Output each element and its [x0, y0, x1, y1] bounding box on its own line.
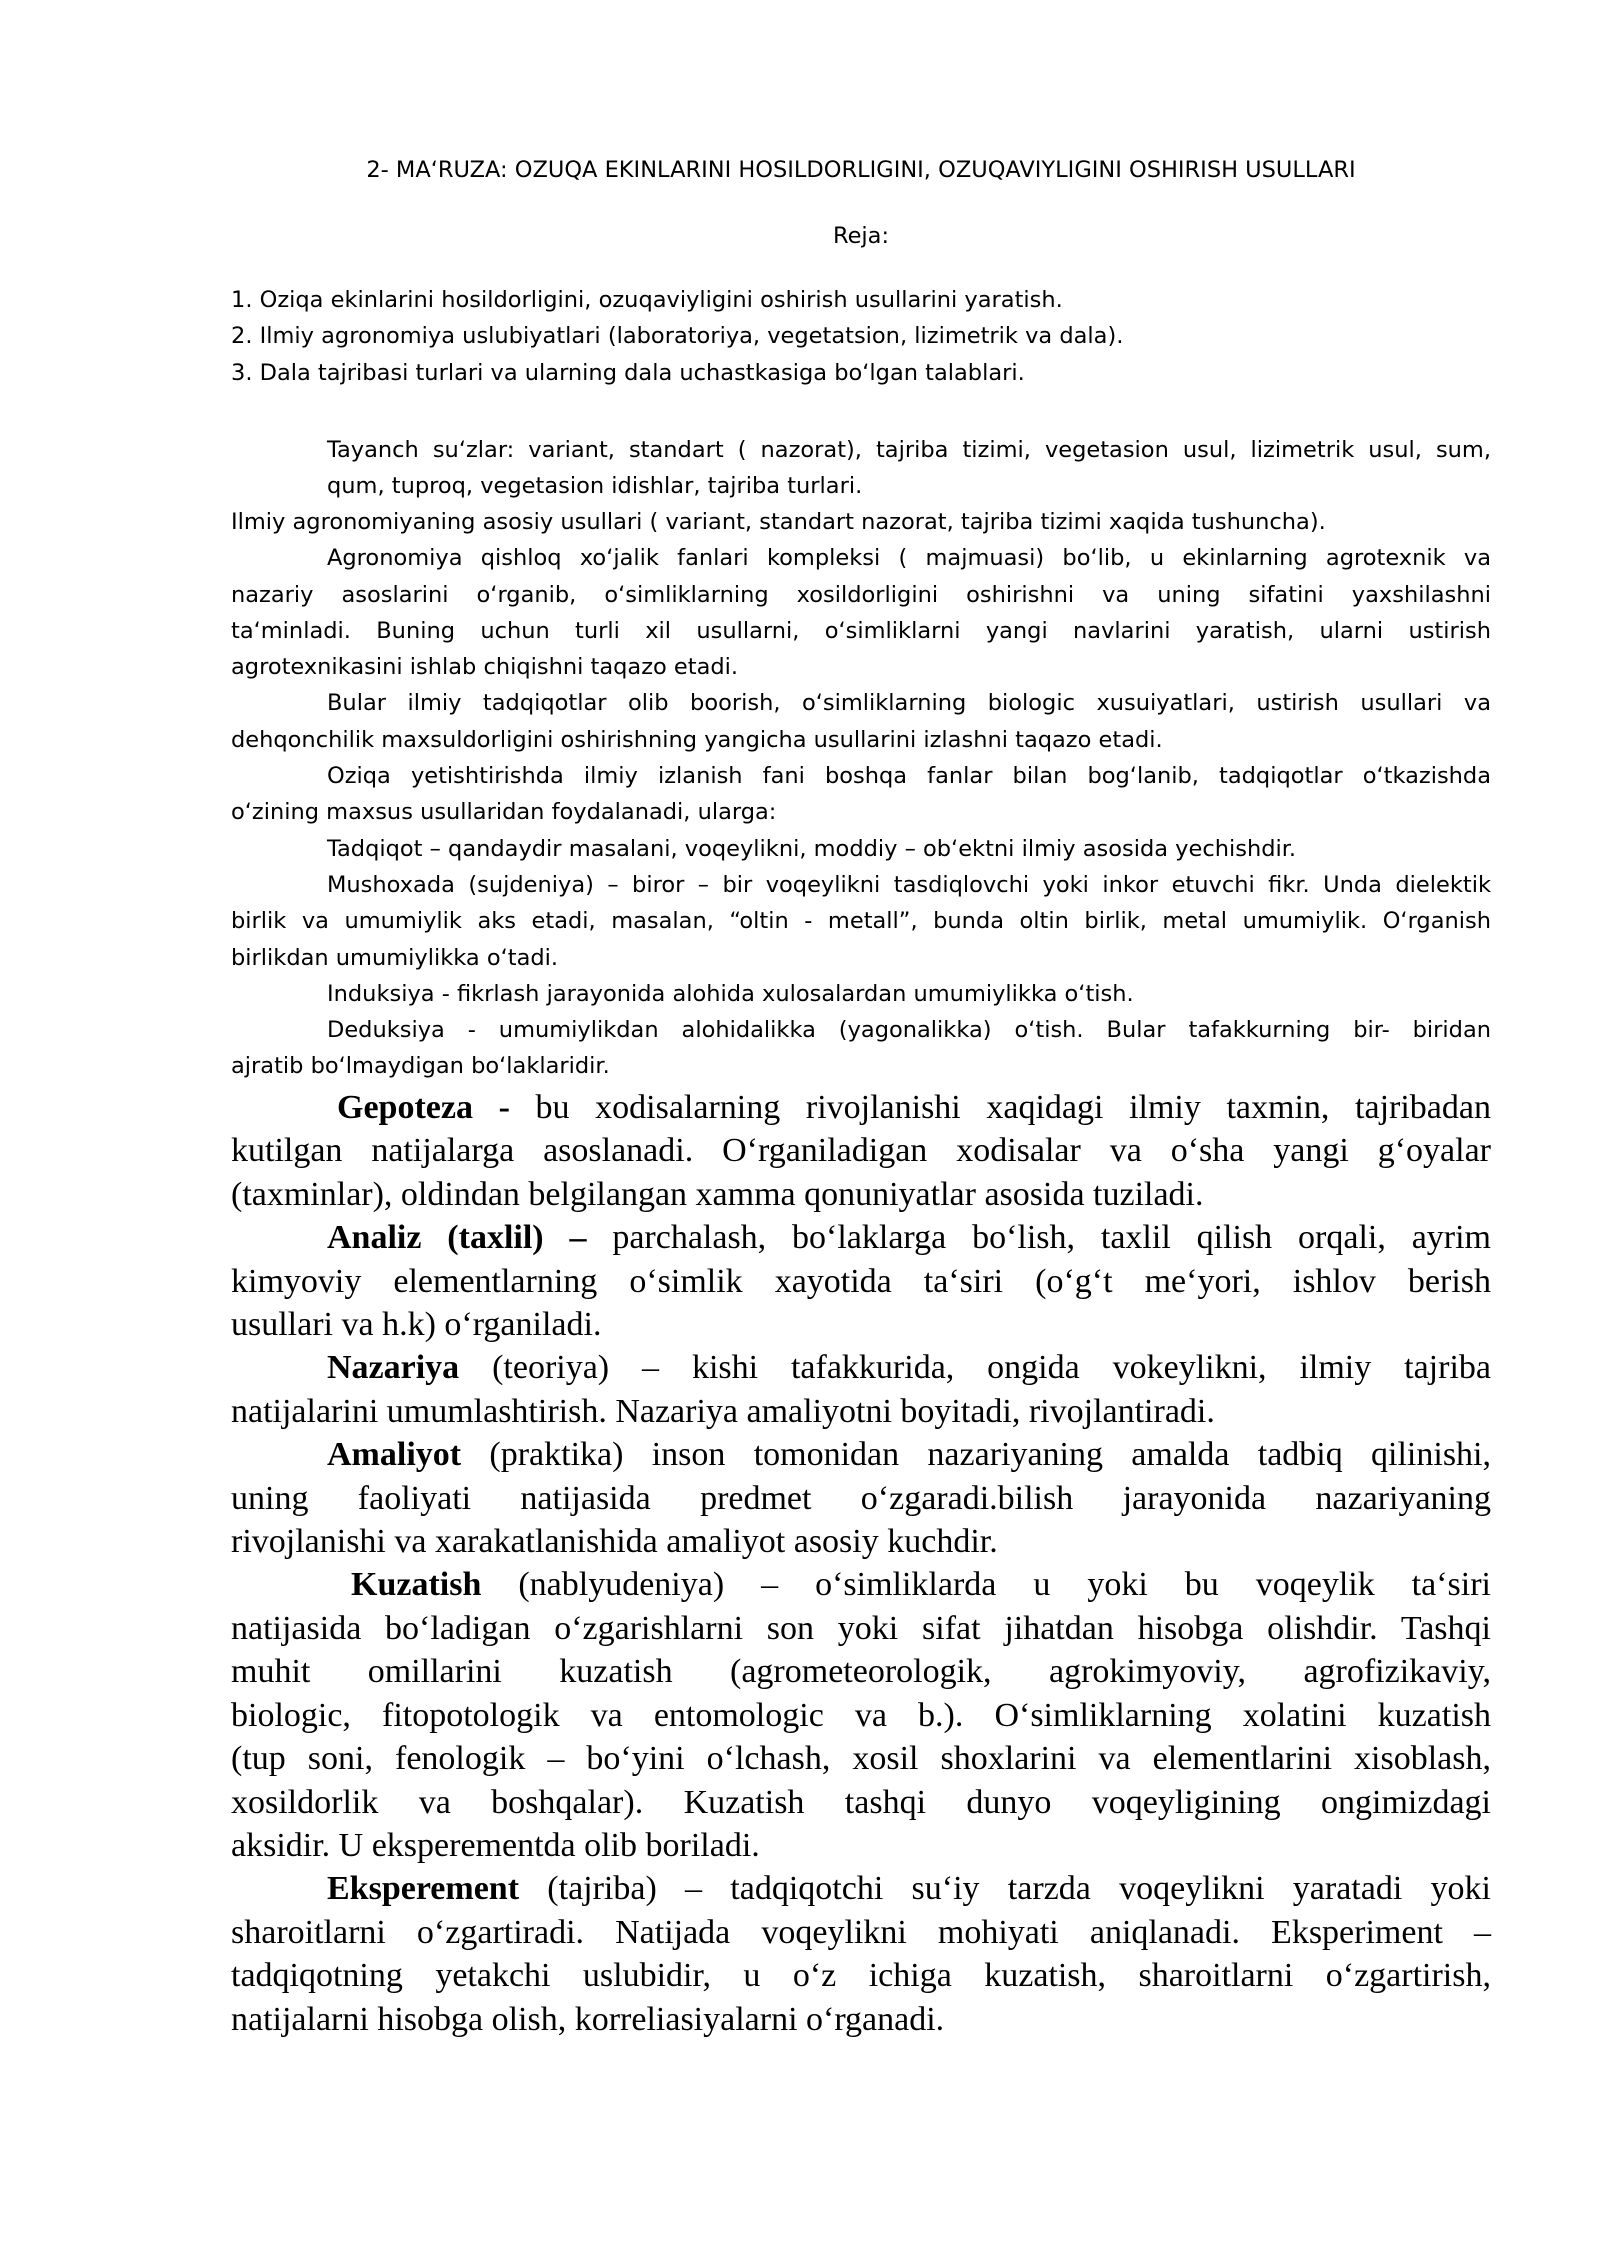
text: (teoriya) – kishi tafakkurida, ongida vokeylikni, ilmiy tajriba — [459, 1349, 1491, 1387]
text-line: Bular ilmiy tadqiqotlar olib boorish, o‘simliklarning biologic xusuiyatlari, ustirish usullari va — [327, 690, 1491, 717]
text-line: Deduksiya - umumiylikdan alohidalikka (yagonalikka) o‘tish. Bular tafakkurning bir- biridan — [327, 1017, 1491, 1044]
paragraph-line — [231, 1433, 1491, 1476]
paragraph-line: muhit omillarini kuzatish (agrometeorologik, agrokimyoviy, agrofizikaviy, — [231, 1653, 1491, 1691]
paragraph-line: aksidir. U eksperementda olib boriladi. — [231, 1826, 760, 1864]
paragraph-nazariya — [231, 1346, 1491, 1433]
text-line: dehqonchilik maxsuldorligini oshirishning yangicha usullarini izlashni taqazo etadi. — [231, 726, 1163, 753]
keywords — [327, 432, 1491, 505]
text-line: birlikdan umumiylikka o‘tadi. — [231, 944, 559, 971]
term: Kuzatish — [351, 1566, 482, 1604]
paragraph-line: biologic, fitopotologik va entomologic va b.). O‘simliklarning xolatini kuzatish — [231, 1696, 1491, 1734]
paragraph-line: natijalarni hisobga olish, korreliasiyalarni o‘rganadi. — [231, 2000, 945, 2038]
text-line: Mushoxada (sujdeniya) – biror – bir voqeylikni tasdiqlovchi yoki inkor etuvchi fikr. Unda dielektik — [327, 871, 1491, 898]
plan-heading: Reja: — [832, 223, 890, 249]
paragraph-line: usullari va h.k) o‘rganiladi. — [231, 1306, 602, 1344]
paragraph-line: rivojlanishi va xarakatlanishida amaliyot asosiy kuchdir. — [231, 1523, 998, 1561]
paragraph-line — [231, 1216, 1491, 1259]
paragraph-amaliyot — [231, 1433, 1491, 1563]
page-title: 2- MA‘RUZA: OZUQA EKINLARINI HOSILDORLIGINI, OZUQAVIYLIGINI OSHIRISH USULLARI — [366, 157, 1356, 183]
paragraph-line: (tup soni, fenologik – bo‘yini o‘lchash, xosil shoxlarini va elementlarini xisoblash, — [231, 1740, 1491, 1778]
paragraph-kuzatish — [231, 1563, 1491, 1867]
paragraph-line: xosildorlik va boshqalar). Kuzatish tashqi dunyo voqeyligining ongimizdagi — [231, 1783, 1491, 1821]
text-line: Tadqiqot – qandaydir masalani, voqeylikni, moddiy – ob‘ektni ilmiy asosida yechishdir. — [327, 835, 1297, 862]
paragraph-line — [231, 1867, 1491, 1910]
keywords-line: Tayanch su‘zlar: variant, standart ( nazorat), tajriba tizimi, vegetasion usul, lizimetrik usul, sum, — [327, 437, 1491, 463]
text-line: ta‘minladi. Buning uchun turli xil usullarni, o‘simliklarni yangi navlarini yaratish, ularni ustirish — [231, 617, 1491, 644]
term: Analiz (taxlil) – — [327, 1219, 587, 1257]
paragraph-line — [231, 1346, 1491, 1389]
term: Gepoteza - — [337, 1089, 510, 1126]
paragraph-line: tadqiqotning yetakchi uslubidir, u o‘z ichiga kuzatish, sharoitlarni o‘zgartirish, — [231, 1957, 1491, 1995]
definitions — [231, 1086, 1491, 2041]
paragraph-analiz — [231, 1216, 1491, 1346]
paragraph-line: (taxminlar), oldindan belgilangan xamma qonuniyatlar asosida tuziladi. — [231, 1175, 1204, 1213]
text-line: nazariy asoslarini o‘rganib, o‘simliklarning xosildorligini oshirishni va uning sifatini yaxshilashni — [231, 581, 1491, 608]
text-line: o‘zining maxsus usullaridan foydalanadi, ularga: — [231, 799, 777, 826]
plan-item: 2. Ilmiy agronomiya uslubiyatlari (laboratoriya, vegetatsion, lizimetrik va dala). — [231, 323, 1124, 350]
paragraph-eksperement — [231, 1867, 1491, 2041]
paragraph-gepoteza — [231, 1086, 1491, 1216]
paragraph-line — [231, 1086, 1491, 1129]
intro-text — [231, 504, 1491, 1085]
paragraph-line: uning faoliyati natijasida predmet o‘zgaradi.bilish jarayonida nazariyaning — [231, 1479, 1491, 1517]
keywords-line: qum, tuproq, vegetasion idishlar, tajriba turlari. — [327, 473, 863, 500]
text-line: birlik va umumiylik aks etadi, masalan, “oltin - metall”, bunda oltin birlik, metal umumiylik. O‘rganish — [231, 908, 1491, 935]
text-line: Agronomiya qishloq xo‘jalik fanlari kompleksi ( majmuasi) bo‘lib, u ekinlarning agrotexnik va — [327, 545, 1491, 572]
term: Nazariya — [327, 1349, 460, 1387]
term: Eksperement — [327, 1870, 520, 1908]
paragraph-line: natijalarini umumlashtirish. Nazariya amaliyotni boyitadi, rivojlantiradi. — [231, 1392, 1215, 1430]
plan-item: 3. Dala tajribasi turlari va ularning dala uchastkasiga bo‘lgan talablari. — [231, 359, 1025, 386]
text: parchalash, bo‘laklarga bo‘lish, taxlil qilish orqali, ayrim — [586, 1219, 1491, 1257]
text-line: Oziqa yetishtirishda ilmiy izlanish fani boshqa fanlar bilan bog‘lanib, tadqiqotlar o‘tkazishda — [327, 763, 1491, 790]
paragraph-line: sharoitlarni o‘zgartiradi. Natijada voqeylikni mohiyati aniqlanadi. Eksperiment – — [231, 1913, 1491, 1951]
paragraph-line — [231, 1563, 1491, 1606]
text-line: Ilmiy agronomiyaning asosiy usullari ( variant, standart nazorat, tajriba tizimi xaqida tushuncha). — [231, 509, 1326, 535]
text: bu xodisalarning rivojlanishi xaqidagi ilmiy taxmin, tajribadan — [509, 1089, 1491, 1126]
paragraph-line: kimyoviy elementlarning o‘simlik xayotida ta‘siri (o‘g‘t me‘yori, ishlov berish — [231, 1262, 1491, 1300]
plan-item: 1. Oziqa ekinlarini hosildorligini, ozuqaviyligini oshirish usullarini yaratish. — [231, 287, 1063, 313]
term: Amaliyot — [327, 1436, 462, 1474]
paragraph-line: kutilgan natijalarga asoslanadi. O‘rganiladigan xodisalar va o‘sha yangi g‘oyalar — [231, 1132, 1491, 1170]
plan-list — [231, 282, 1123, 391]
text-line: agrotexnikasini ishlab chiqishni taqazo etadi. — [231, 654, 739, 681]
text-line: Induksiya - fikrlash jarayonida alohida xulosalardan umumiylikka o‘tish. — [327, 980, 1134, 1007]
text: (praktika) inson tomonidan nazariyaning amalda tadbiq qilinishi, — [461, 1436, 1491, 1474]
text: (nablyudeniya) – o‘simliklarda u yoki bu voqeylik ta‘siri — [481, 1566, 1491, 1604]
text-line: ajratib bo‘lmaydigan bo‘laklaridir. — [231, 1053, 610, 1080]
paragraph-line: natijasida bo‘ladigan o‘zgarishlarni son yoki sifat jihatdan hisobga olishdir. Tashqi — [231, 1609, 1491, 1647]
text: (tajriba) – tadqiqotchi su‘iy tarzda voqeylikni yaratadi yoki — [519, 1870, 1491, 1908]
